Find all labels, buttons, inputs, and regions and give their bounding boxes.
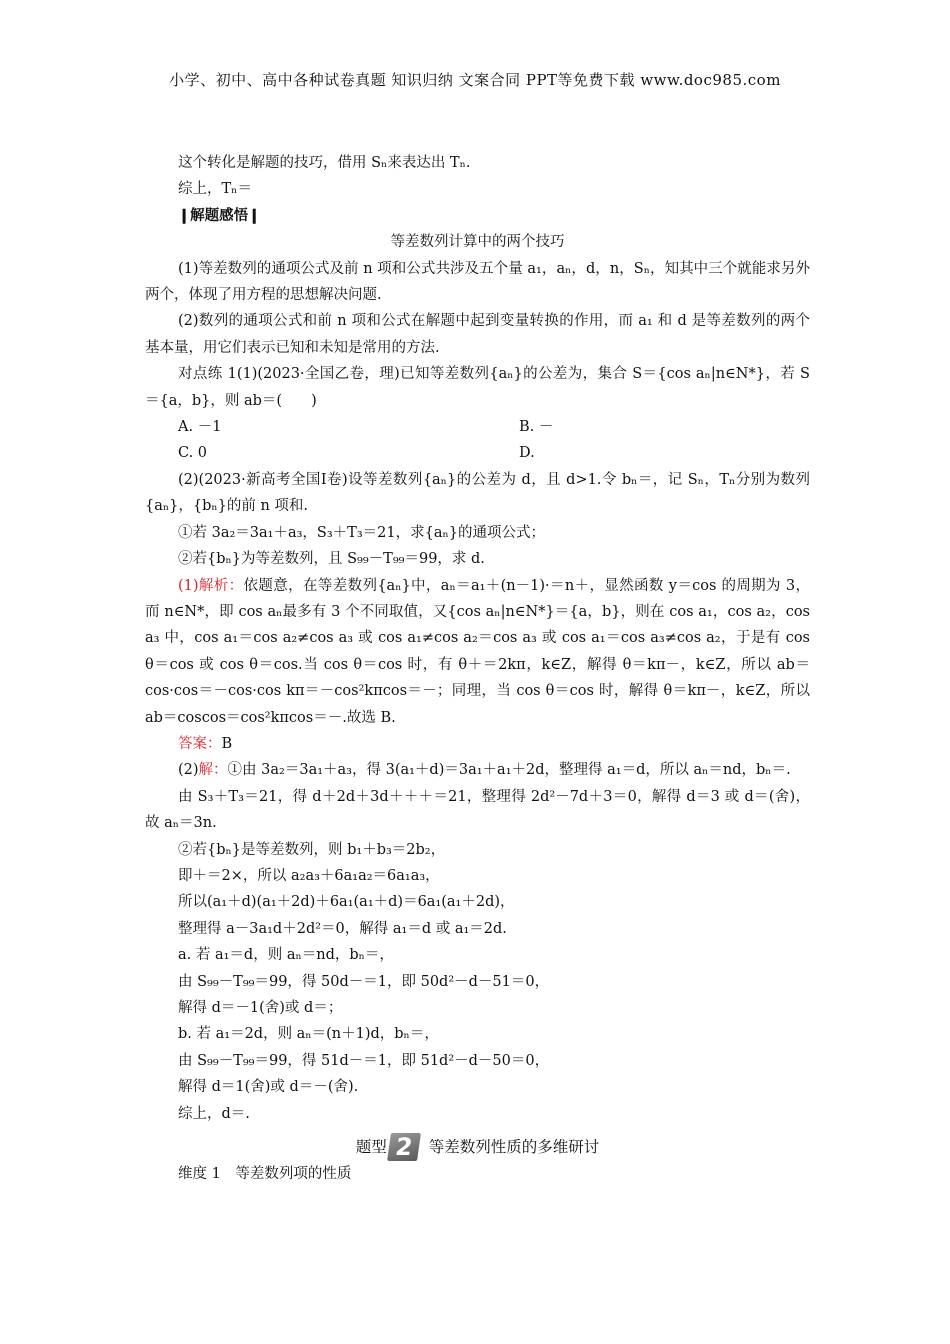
page-header: 小学、初中、高中各种试卷真题 知识归纳 文案合同 PPT等免费下载 www.doc985.com (169, 71, 781, 89)
option-b: B. － (519, 419, 554, 436)
text-line: ②若{bₙ}为等差数列，且 S₉₉－T₉₉＝99，求 d. (178, 551, 485, 568)
answer-label: 答案： (178, 735, 222, 752)
option-c: C. 0 (178, 445, 208, 462)
solution-paragraph (145, 757, 810, 783)
text-line: b. 若 a₁＝2d，则 aₙ＝(n＋1)d，bₙ＝， (178, 1026, 439, 1043)
text-line: a. 若 a₁＝d，则 aₙ＝nd，bₙ＝， (178, 947, 394, 964)
jie-label: 解： (198, 762, 228, 779)
text-line: 综上，d＝. (178, 1105, 250, 1122)
paragraph: (1)等差数列的通项公式及前 n 项和公式共涉及五个量 a₁，aₙ，d，n，Sₙ，知其中三个就能求另外两个，体现了用方程的思想解决问题. (145, 260, 810, 304)
solution-text: ①由 3a₂＝3a₁＋a₃，得 3(a₁＋d)＝3a₁＋a₁＋2d，整理得 a₁＝d，所以 aₙ＝nd，bₙ＝. (227, 762, 791, 779)
answer-line (145, 731, 810, 757)
options-row (145, 414, 810, 440)
solution-text: 依题意，在等差数列{aₙ}中，aₙ＝a₁＋(n－1)·＝n＋，显然函数 y＝cos 的周期为 3，而 n∈N*，即 cos aₙ最多有 3 个不同取值，又{cos aₙ|n∈N*}＝{a，b}，则在 cos a₁，cos a₂，cos a₃ 中，cos a₁＝cos a₂≠cos a₃ 或 cos a₁≠cos a₂＝cos a₃ 或 cos a₁＝cos a₃≠cos a₂，于是有 cos θ＝cos 或 cos θ＝cos.当 cos θ＝cos 时，有 θ＋＝2kπ，k∈Z，解得 θ＝kπ－，k∈Z，所以 ab＝cos·cos＝－cos·cos kπ＝－cos²kπcos＝－；同理，当 cos θ＝cos 时，解得 θ＝kπ－，k∈Z，所以 ab＝coscos＝cos²kπcos＝－.故选 B. (145, 577, 810, 726)
text-line: 由 S₉₉－T₉₉＝99，得 51d－＝1，即 51d²－d－50＝0， (178, 1052, 550, 1069)
paragraph: (2)数列的通项公式和前 n 项和公式在解题中起到变量转换的作用，而 a₁ 和 d 是等差数列的两个基本量，用它们表示已知和未知是常用的方法. (145, 313, 810, 356)
section-label-jieti-ganwu: ❙解题感悟❙ (178, 206, 261, 224)
text-line: 解得 d＝1(舍)或 d＝－(舍). (178, 1079, 359, 1096)
tixing-label: 题型 (355, 1137, 387, 1156)
document-body (145, 150, 810, 1187)
text-line: 所以(a₁＋d)(a₁＋2d)＋6a₁(a₁＋d)＝6a₁(a₁＋2d)， (178, 894, 515, 911)
part-prefix: (2) (178, 762, 199, 779)
option-a: A. －1 (178, 419, 222, 436)
options-row (145, 440, 810, 466)
text-line: 这个转化是解题的技巧，借用 Sₙ来表达出 Tₙ. (178, 155, 471, 171)
solution-paragraph (145, 573, 810, 731)
solution-paragraph: 由 S₃＋T₃＝21，得 d＋2d＋3d＋＋＋＝21，整理得 2d²－7d＋3＝0，解得 d＝3 或 d＝(舍)，故 aₙ＝3n. (145, 788, 810, 832)
text-line: ①若 3a₂＝3a₁＋a₃，S₃＋T₃＝21，求{aₙ}的通项公式； (178, 524, 545, 541)
exercise-question: 对点练 1(1)(2023·全国乙卷，理)已知等差数列{aₙ}的公差为，集合 S＝{cos aₙ|n∈N*}，若 S＝{a，b}，则 ab＝( ) (145, 366, 810, 409)
subsection-title: 维度 1 等差数列项的性质 (178, 1166, 352, 1183)
exercise-question: (2)(2023·新高考全国Ⅰ卷)设等差数列{aₙ}的公差为 d，且 d>1.令 bₙ＝，记 Sₙ，Tₙ分别为数列{aₙ}，{bₙ}的前 n 项和. (145, 471, 810, 515)
text-line: 由 S₉₉－T₉₉＝99，得 50d－＝1，即 50d²－d－51＝0， (178, 973, 550, 990)
text-line: ②若{bₙ}是等差数列，则 b₁＋b₃＝2b₂， (178, 841, 446, 858)
subheading: 等差数列计算中的两个技巧 (390, 234, 565, 251)
text-line: 综上，Tₙ＝ (178, 181, 252, 198)
text-line: 整理得 a－3a₁d＋2d²＝0，解得 a₁＝d 或 a₁＝2d. (178, 920, 507, 937)
section-title: 等差数列性质的多维研讨 (428, 1137, 600, 1156)
answer-value: B (221, 735, 233, 752)
number-badge-icon: 2 (387, 1133, 421, 1161)
jiexi-label: (1)解析： (178, 577, 244, 594)
text-line: 即＋＝2×，所以 a₂a₃＋6a₁a₂＝6a₁a₃， (178, 867, 440, 884)
section-heading (145, 1133, 810, 1161)
text-line: 解得 d＝－1(舍)或 d＝； (178, 1000, 343, 1016)
option-d: D. (519, 445, 535, 462)
